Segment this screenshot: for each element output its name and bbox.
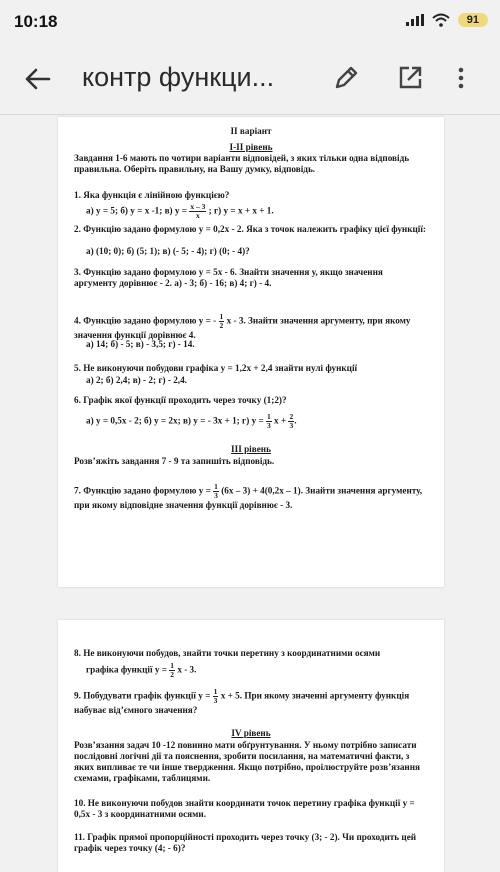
- instructions-1-6: Завдання 1-6 мають по чотири варіанти відповідей, з яких тільки одна відповідь правильна. Оберіть правильну, на Вашу думку, відповідь.: [74, 153, 410, 174]
- question-2: 2. Функцію задано формулою у = 0,2х - 2. Яка з точок належить графіку цієї функції:: [74, 224, 426, 234]
- open-external-icon[interactable]: [396, 64, 424, 92]
- document-page-1: [58, 117, 444, 587]
- level-heading-3: ІІІ рівень: [231, 444, 271, 454]
- question-7: 7. Функцію задано формулою у = $\frac{1}{3}$ (6х – 3) + 4(0,2х – 1). Знайти значення аргументу, при якому відповідне значення функції дорівнює - 3.: [74, 482, 423, 510]
- instructions-10-12: Розв’язання задач 10 -12 повинно мати обґрунтування. У ньому потрібно записати послідовні логічні дії та пояснення, зробити посилання, на математичні факти, з яких випливає те чи інше твердження. Якщо потрібно, проілюструйте розв’язання схемами, графіками, таблицями.: [74, 740, 420, 783]
- question-11: 11. Графік прямої пропорційності проходить через точку (3; - 2). Чи проходить цей графік через точку (4; - 6)?: [74, 832, 417, 853]
- level-heading-1-2: І-ІІ рівень: [229, 142, 273, 152]
- level-heading-4: IV рівень: [231, 728, 271, 738]
- variant-heading: ІІ варіант: [230, 126, 272, 136]
- question-8: 8. Не виконуючи побудов, знайти точки перетину з координатними осями: [74, 648, 381, 658]
- question-8-line-2: графіка функції у = $\frac{1}{2}$ х - 3.: [86, 661, 197, 679]
- status-icons: [406, 13, 488, 27]
- battery-badge: 91: [458, 13, 488, 27]
- app-bar: [0, 44, 500, 115]
- status-bar: [0, 0, 500, 44]
- fraction: $\frac{1}{2}$: [170, 661, 175, 679]
- fraction: $\frac{1}{3}$: [267, 412, 271, 430]
- document-title: контр функци...: [82, 62, 275, 92]
- question-5: 5. Не виконуючи побудови графіка у = 1,2х + 2,4 знайти нулі функції: [74, 363, 358, 373]
- question-4-answers: а) 14; б) - 5; в) - 3,5; г) - 14.: [86, 339, 195, 349]
- question-6: 6. Графік якої функції проходить через точку (1;2)?: [74, 395, 287, 405]
- fraction: $\frac{х - 3}{х}$: [190, 202, 206, 220]
- document-page-2: [58, 620, 444, 872]
- question-2-answers: а) (10; 0); б) (5; 1); в) (- 5; - 4); г) (0; - 4)?: [86, 246, 250, 256]
- instructions-7-9: Розв’яжіть завдання 7 - 9 та запишіть відповідь.: [74, 456, 275, 466]
- fraction: $\frac{1}{3}$: [213, 687, 218, 705]
- edit-pencil-icon[interactable]: [332, 64, 360, 92]
- more-options-icon[interactable]: [456, 64, 466, 92]
- question-4: 4. Функцію задано формулою у = - $\frac{1}{2}$ х - 3. Знайти значення аргументу, при якому значення функції дорівнює 4.: [74, 312, 411, 340]
- question-5-answers: а) 2; б) 2,4; в) - 2; г) - 2,4.: [86, 375, 187, 385]
- signal-icon: [406, 14, 424, 26]
- question-1-answers: а) у = 5; б) у = х -1; в) у = $\frac{х - 3}{х}$ ; г) у = х + х + 1.: [86, 202, 274, 220]
- back-arrow-icon[interactable]: [22, 64, 52, 94]
- question-9: 9. Побудувати графік функції у = $\frac{1}{3}$ х + 5. При якому значенні аргументу функція набуває від’ємного значення?: [74, 687, 410, 715]
- fraction: $\frac{1}{2}$: [219, 312, 224, 330]
- question-10: 10. Не виконуючи побудов знайти координати точок перетину графіка функції у = 0,5х - 3 з координатними осями.: [74, 798, 415, 819]
- question-1: 1. Яка функція є лінійною функцією?: [74, 190, 230, 200]
- wifi-icon: [432, 13, 450, 27]
- question-6-answers: а) у = 0,5х - 2; б) у = 2х; в) у = - 3х + 1; г) у = $\frac{1}{3}$ х + $\frac{2}{3}$ .: [86, 412, 297, 430]
- status-time: 10:18: [14, 12, 58, 31]
- question-3: 3. Функцію задано формулою у = 5х - 6. Знайти значення у, якщо значення аргументу дорівнює - 2. а) - 3; б) - 16; в) 4; г) - 4.: [74, 267, 383, 288]
- fraction: $\frac{1}{3}$: [214, 482, 218, 500]
- fraction: $\frac{2}{3}$: [289, 412, 294, 430]
